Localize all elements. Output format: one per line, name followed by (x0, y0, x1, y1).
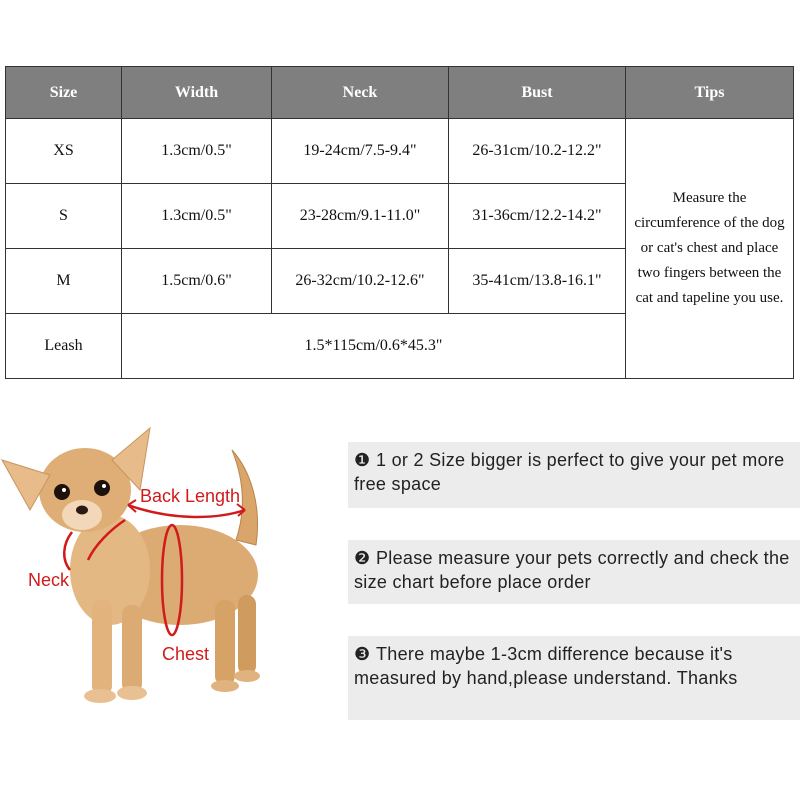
tip-number: ❸ (354, 644, 371, 664)
size-cell: S (6, 184, 122, 249)
leash-label-cell: Leash (6, 314, 122, 379)
tip-text: There maybe 1-3cm difference because it's measured by hand,please understand. Thanks (354, 644, 738, 688)
tips-cell: Measure the circumference of the dog or cat's chest and place two fingers between the cat and tapeline you use. (626, 119, 794, 379)
neck-cell: 26-32cm/10.2-12.6" (272, 249, 449, 314)
header-bust: Bust (449, 67, 626, 119)
size-cell: M (6, 249, 122, 314)
bust-cell: 26-31cm/10.2-12.2" (449, 119, 626, 184)
header-tips: Tips (626, 67, 794, 119)
header-neck: Neck (272, 67, 449, 119)
table-row (6, 119, 794, 184)
tip-item (348, 540, 800, 604)
tip-item (348, 636, 800, 720)
tip-text: 1 or 2 Size bigger is perfect to give your pet more free space (354, 450, 785, 494)
chest-label: Chest (162, 644, 210, 664)
bust-cell: 31-36cm/12.2-14.2" (449, 184, 626, 249)
table-header-row (6, 67, 794, 119)
neck-label: Neck (28, 570, 70, 590)
tip-number: ❶ (354, 450, 371, 470)
tip-text: Please measure your pets correctly and check the size chart before place order (354, 548, 790, 592)
width-cell: 1.3cm/0.5" (122, 119, 272, 184)
size-chart-table (5, 66, 794, 379)
neck-cell: 23-28cm/9.1-11.0" (272, 184, 449, 249)
header-size: Size (6, 67, 122, 119)
width-cell: 1.3cm/0.5" (122, 184, 272, 249)
width-cell: 1.5cm/0.6" (122, 249, 272, 314)
bust-cell: 35-41cm/13.8-16.1" (449, 249, 626, 314)
tip-item (348, 442, 800, 508)
leash-value-cell: 1.5*115cm/0.6*45.3" (122, 314, 626, 379)
back-length-label: Back Length (140, 486, 241, 506)
size-cell: XS (6, 119, 122, 184)
header-width: Width (122, 67, 272, 119)
tip-number: ❷ (354, 548, 371, 568)
dog-measurement-figure (0, 420, 300, 720)
neck-cell: 19-24cm/7.5-9.4" (272, 119, 449, 184)
